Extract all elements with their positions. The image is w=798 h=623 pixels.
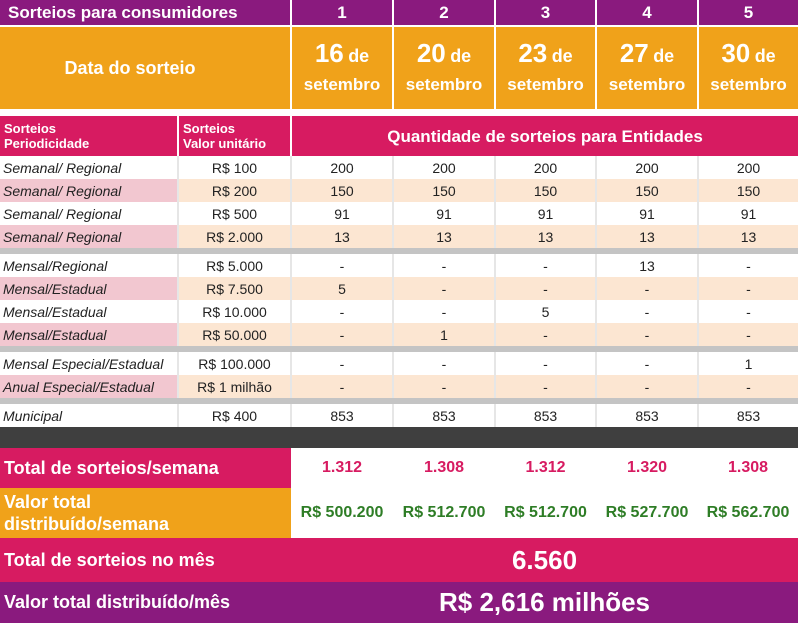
quantity: 200 [698, 156, 798, 179]
weekly-total: 1.312 [495, 448, 596, 488]
quantity: - [698, 323, 798, 346]
unit-value: R$ 7.500 [178, 277, 291, 300]
draw-date: 23 de setembro [495, 27, 596, 109]
quantity: - [495, 352, 596, 375]
weekly-total: 1.312 [291, 448, 393, 488]
weekly-value: R$ 512.700 [495, 488, 596, 538]
month-total: 6.560 [291, 538, 798, 582]
quantity: 91 [698, 202, 798, 225]
header-title: Sorteios para consumidores [8, 2, 238, 22]
unit-value: R$ 200 [178, 179, 291, 202]
quantity: 853 [495, 404, 596, 427]
quantity: - [596, 323, 698, 346]
unit-value: R$ 400 [178, 404, 291, 427]
unit-value: R$ 100 [178, 156, 291, 179]
quantity: - [291, 323, 393, 346]
weekly-total-row [0, 448, 798, 488]
quantity: 13 [596, 225, 698, 248]
column-number: 2 [393, 0, 495, 25]
weekly-value: R$ 527.700 [596, 488, 698, 538]
unit-value-header: Sorteios Valor unitário [178, 116, 291, 156]
table-row [0, 300, 798, 323]
quantity: - [393, 277, 495, 300]
quantity: 853 [393, 404, 495, 427]
unit-value: R$ 500 [178, 202, 291, 225]
table-row [0, 254, 798, 277]
quantity: 91 [291, 202, 393, 225]
unit-value: R$ 2.000 [178, 225, 291, 248]
quantity: - [495, 323, 596, 346]
periodicity: Mensal/Estadual [0, 300, 178, 323]
quantity: 91 [596, 202, 698, 225]
quantity: - [291, 352, 393, 375]
table-row [0, 375, 798, 398]
date-label: Data do sorteio [64, 57, 196, 78]
quantity: 5 [291, 277, 393, 300]
quantity: 200 [596, 156, 698, 179]
unit-value: R$ 100.000 [178, 352, 291, 375]
weekly-value: R$ 500.200 [291, 488, 393, 538]
periodicity: Semanal/ Regional [0, 156, 178, 179]
draw-date: 16 de setembro [291, 27, 393, 109]
quantity: - [393, 254, 495, 277]
quantity: - [291, 300, 393, 323]
quantity: - [495, 375, 596, 398]
quantity: 91 [495, 202, 596, 225]
month-value: R$ 2,616 milhões [291, 582, 798, 623]
quantity: 13 [495, 225, 596, 248]
periodicity: Semanal/ Regional [0, 179, 178, 202]
month-value-label: Valor total distribuído/mês [0, 582, 291, 623]
quantity: - [393, 375, 495, 398]
periodicity: Municipal [0, 404, 178, 427]
quantity: 150 [495, 179, 596, 202]
quantity: 853 [596, 404, 698, 427]
column-number: 4 [596, 0, 698, 25]
periodicity-header: Sorteios Periodicidade [4, 121, 90, 151]
quantity: - [291, 254, 393, 277]
quantity: - [495, 254, 596, 277]
month-value-row [0, 582, 798, 623]
quantity: - [596, 375, 698, 398]
quantity: - [291, 375, 393, 398]
quantity: 200 [291, 156, 393, 179]
quantity: - [393, 300, 495, 323]
weekly-total: 1.308 [393, 448, 495, 488]
column-number: 5 [698, 0, 798, 25]
weekly-total: 1.320 [596, 448, 698, 488]
unit-value: R$ 50.000 [178, 323, 291, 346]
quantity: 91 [393, 202, 495, 225]
column-number: 3 [495, 0, 596, 25]
header-row [0, 0, 798, 25]
column-number: 1 [291, 0, 393, 25]
table-row [0, 323, 798, 346]
month-total-label: Total de sorteios no mês [0, 538, 291, 582]
quantity: - [698, 375, 798, 398]
draw-date: 20 de setembro [393, 27, 495, 109]
quantity: 1 [698, 352, 798, 375]
weekly-value: R$ 562.700 [698, 488, 798, 538]
quantity: 150 [393, 179, 495, 202]
draw-date: 30 de setembro [698, 27, 798, 109]
quantity: 150 [596, 179, 698, 202]
subheader-row [0, 116, 798, 156]
quantity: 13 [698, 225, 798, 248]
periodicity: Semanal/ Regional [0, 225, 178, 248]
quantity: - [596, 352, 698, 375]
quantity: 13 [393, 225, 495, 248]
table-row [0, 156, 798, 179]
weekly-total: 1.308 [698, 448, 798, 488]
quantity: 13 [596, 254, 698, 277]
quantity: - [596, 277, 698, 300]
table-row [0, 404, 798, 427]
table-row [0, 202, 798, 225]
quantity: 200 [495, 156, 596, 179]
quantity: 150 [698, 179, 798, 202]
quantity: 853 [291, 404, 393, 427]
quantity: - [698, 277, 798, 300]
quantity: 1 [393, 323, 495, 346]
quantity: 13 [291, 225, 393, 248]
table-row [0, 225, 798, 248]
quantity: - [596, 300, 698, 323]
periodicity: Semanal/ Regional [0, 202, 178, 225]
quantity: 200 [393, 156, 495, 179]
quantity: 150 [291, 179, 393, 202]
draw-date: 27 de setembro [596, 27, 698, 109]
unit-value: R$ 10.000 [178, 300, 291, 323]
table-row [0, 277, 798, 300]
table-row [0, 179, 798, 202]
weekly-value: R$ 512.700 [393, 488, 495, 538]
periodicity: Mensal/Estadual [0, 277, 178, 300]
periodicity: Mensal/Regional [0, 254, 178, 277]
periodicity: Mensal Especial/Estadual [0, 352, 178, 375]
weekly-total-label: Total de sorteios/semana [0, 448, 291, 488]
quantity: - [393, 352, 495, 375]
quantity-header: Quantidade de sorteios para Entidades [291, 116, 798, 156]
quantity: 853 [698, 404, 798, 427]
quantity: 5 [495, 300, 596, 323]
unit-value: R$ 5.000 [178, 254, 291, 277]
weekly-value-label: Valor total distribuído/semana [0, 488, 291, 538]
date-row [0, 27, 798, 109]
periodicity: Mensal/Estadual [0, 323, 178, 346]
table-row [0, 352, 798, 375]
quantity: - [698, 254, 798, 277]
unit-value: R$ 1 milhão [178, 375, 291, 398]
month-total-row [0, 538, 798, 582]
quantity: - [495, 277, 596, 300]
periodicity: Anual Especial/Estadual [0, 375, 178, 398]
weekly-value-row [0, 488, 798, 538]
quantity: - [698, 300, 798, 323]
